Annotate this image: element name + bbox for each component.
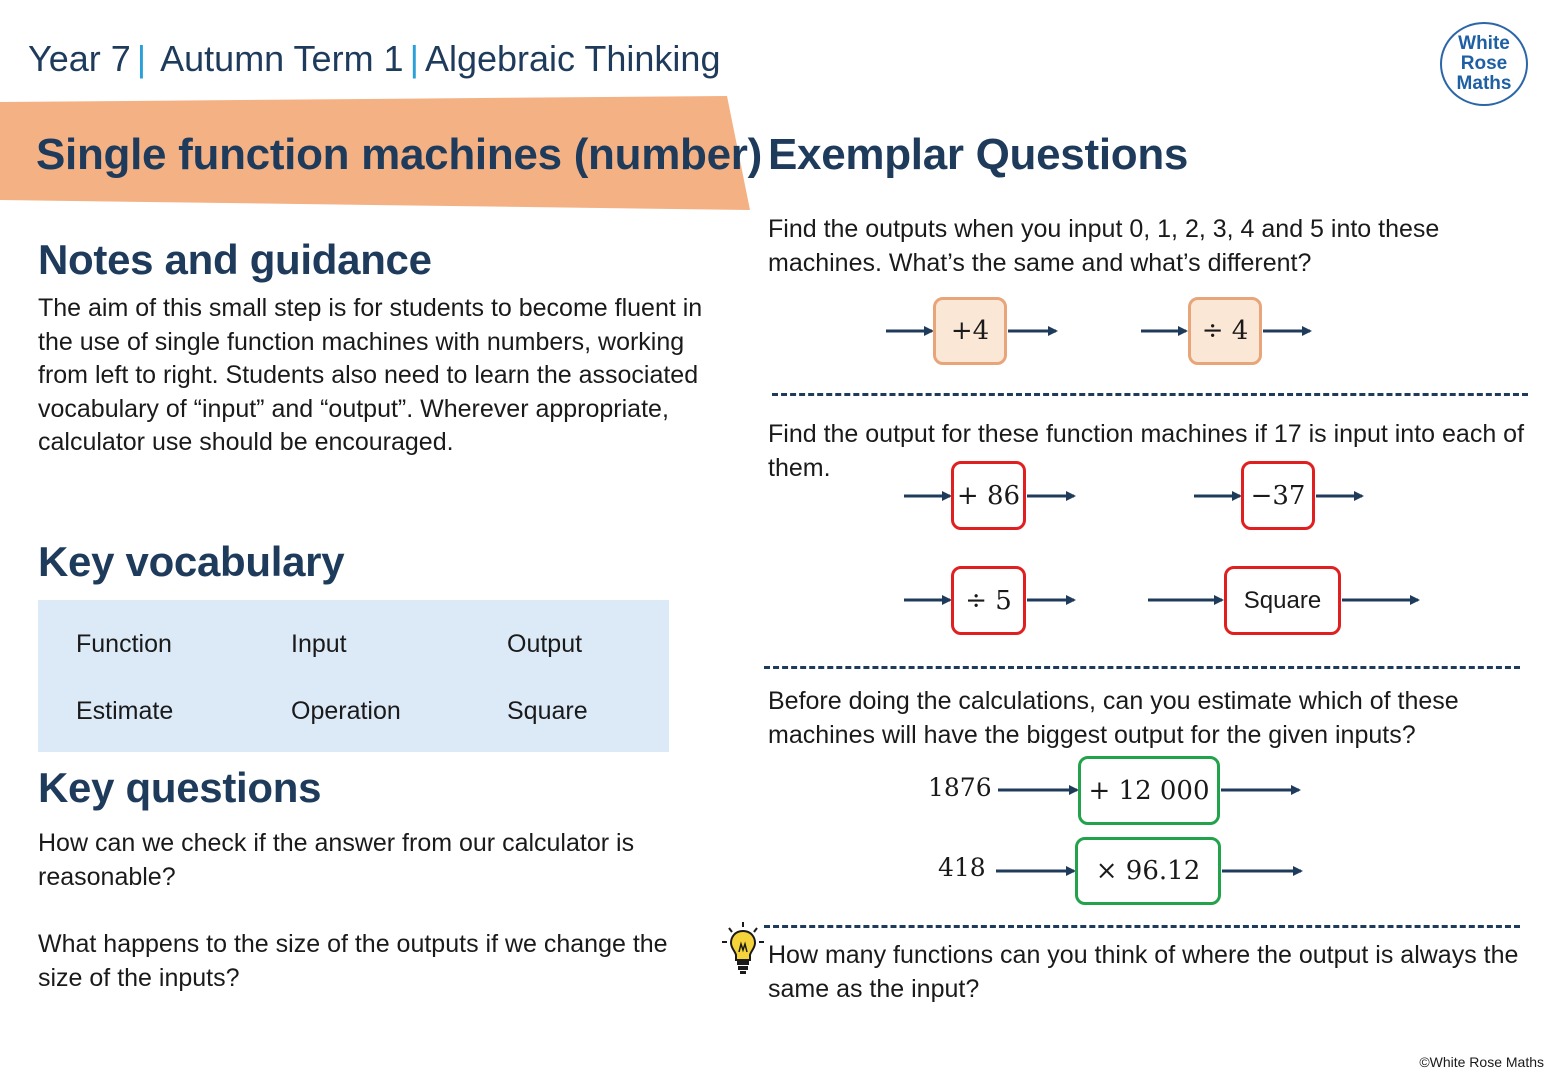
logo-line-1: White	[1458, 33, 1510, 54]
function-machine: ÷ 5	[951, 566, 1026, 635]
function-machine: Square	[1224, 566, 1341, 635]
function-machine: × 96.12	[1075, 837, 1221, 905]
vocab-word: Square	[507, 697, 588, 725]
machine-input-value: 1876	[928, 773, 992, 802]
copyright-notice: ©White Rose Maths	[1419, 1054, 1544, 1070]
lightbulb-icon	[720, 920, 766, 976]
header-year: Year 7	[28, 38, 131, 79]
exemplar-question-2: Find the output for these function machines if 17 is input into each of them.	[768, 420, 1525, 482]
exemplar-question-4: How many functions can you think of where the output is always the same as the input?	[768, 941, 1519, 1003]
logo-line-2: Rose	[1460, 53, 1508, 74]
header-term: Autumn Term 1	[160, 38, 404, 79]
vocab-word: Operation	[291, 697, 401, 725]
function-machine: −37	[1241, 461, 1315, 530]
exemplar-heading: Exemplar Questions	[768, 130, 1189, 179]
header-separator: |	[409, 38, 419, 79]
page-title: Single function machines (number)	[36, 130, 762, 179]
exemplar-question-1: Find the outputs when you input 0, 1, 2, 3, 4 and 5 into these machines. What’s the same and what’s different?	[768, 215, 1440, 277]
exemplar-question-3: Before doing the calculations, can you estimate which of these machines will have the biggest output for the given inputs?	[768, 687, 1459, 749]
key-question-1: How can we check if the answer from our calculator is reasonable?	[38, 829, 635, 891]
vocab-word: Function	[76, 630, 172, 658]
vocab-heading: Key vocabulary	[38, 538, 345, 585]
key-questions-heading: Key questions	[38, 764, 322, 811]
logo-line-3: Maths	[1456, 73, 1512, 94]
key-question-2: What happens to the size of the outputs if we change the size of the inputs?	[38, 930, 668, 992]
function-machine: + 12 000	[1078, 756, 1220, 825]
header-separator: |	[136, 38, 147, 79]
function-machine: +4	[933, 297, 1007, 365]
vocab-word: Input	[291, 630, 347, 658]
function-machine: + 86	[951, 461, 1026, 530]
machine-input-value: 418	[938, 853, 986, 882]
header-unit: Algebraic Thinking	[424, 38, 721, 79]
function-machine: ÷ 4	[1188, 297, 1262, 365]
vocab-word: Estimate	[76, 697, 174, 725]
notes-body: The aim of this small step is for students to become fluent in the use of single function machines with numbers, working from left to right. Students also need to learn the associated vocabulary of “input” and “output”. Wherever appropriate, calculator use should be encouraged.	[38, 294, 703, 456]
vocab-word: Output	[507, 630, 583, 658]
notes-heading: Notes and guidance	[38, 236, 432, 283]
